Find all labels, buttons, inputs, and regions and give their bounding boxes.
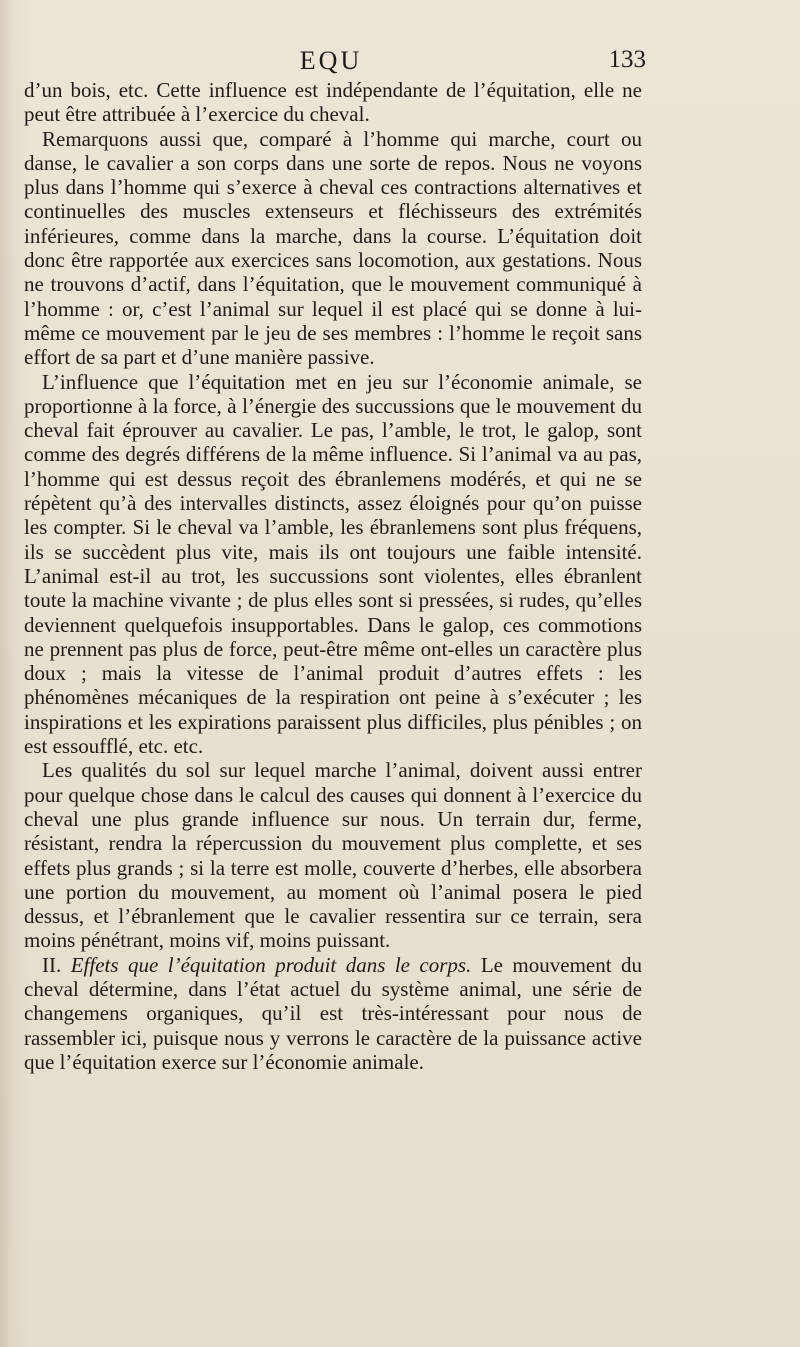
body-text: [24, 78, 642, 1074]
section-paragraph: [24, 953, 642, 1074]
section-text: Le mouvement du cheval détermine, dans l’état actuel du système animal, une série de changemens organiques, qu’il est très-intéressant pour nous de rassembler ici, puisque nous y verrons le caractère de la puissance active que l’équitation exerce sur l’économie animale.: [24, 952, 643, 1074]
paragraph-1: d’un bois, etc. Cette influence est indépendante de l’équitation, elle ne peut être attribuée à l’exercice du cheval.: [24, 78, 642, 127]
section-number: II.: [42, 952, 62, 977]
paragraph-4: Les qualités du sol sur lequel marche l’animal, doivent aussi entrer pour quelque chose dans le calcul des causes qui donnent à l’exercice du cheval une plus grande influence sur nous. Un terrain dur, ferme, résistant, rendra la répercussion du mouvement plus complette, et ses effets plus grands ; si la terre est molle, couverte d’herbes, elle absorbera une portion du mouvement, au moment où l’animal posera le pied dessus, et l’ébranlement que le cavalier ressentira sur ce terrain, sera moins pénétrant, moins vif, moins puissant.: [24, 758, 642, 953]
page-header: [20, 42, 646, 82]
paragraph-3: L’influence que l’équitation met en jeu sur l’économie animale, se proportionne à la force, à l’énergie des succussions que le mouvement du cheval fait éprouver au cavalier. Le pas, l’amble, le trot, le galop, sont comme des degrés différens de la même influence. Si l’animal va au pas, l’homme qui est dessus reçoit des ébranlemens modérés, et qui ne se répètent qu’à des intervalles distincts, assez éloignés pour qu’on puisse les compter. Si le cheval va l’amble, les ébranlemens sont plus fréquens, ils se succèdent plus vite, mais ils ont toujours une faible intensité. L’animal est-il au trot, les succussions sont violentes, elles ébranlent toute la machine vivante ; de plus elles sont si pressées, si rudes, qu’elles deviennent quelquefois insupportables. Dans le galop, ces commotions ne prennent pas plus de force, peut-être même ont-elles un caractère plus doux ; mais la vitesse de l’animal produit d’autres effets : les phénomènes mécaniques de la respiration ont peine à s’exécuter ; les inspirations et les expirations paraissent plus difficiles, plus pénibles ; on est essoufflé, etc. etc.: [24, 369, 642, 759]
section-title: Effets que l’équitation produit dans le corps.: [70, 952, 472, 977]
paragraph-2: Remarquons aussi que, comparé à l’homme qui marche, court ou danse, le cavalier a son corps dans une sorte de repos. Nous ne voyons plus dans l’homme qui s’exerce à cheval ces contractions alternatives et continuelles des muscles extenseurs et fléchisseurs des extrémités inférieures, comme dans la marche, dans la course. L’équitation doit donc être rapportée aux exercices sans locomotion, aux gestations. Nous ne trouvons d’actif, dans l’équitation, que le mouvement communiqué à l’homme : or, c’est l’animal sur lequel il est placé qui se donne à lui-même ce mouvement par le jeu de ses membres : l’homme le reçoit sans effort de sa part et d’une manière passive.: [24, 126, 642, 370]
page-number: 133: [608, 46, 646, 73]
running-head: EQU: [299, 46, 363, 75]
